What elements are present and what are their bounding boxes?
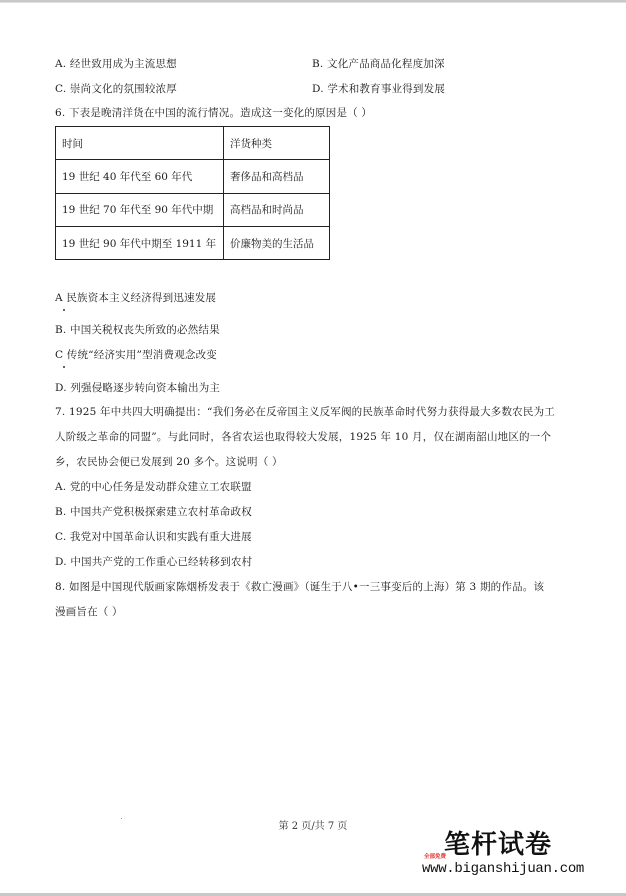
table-cell: 奢侈品和高档品 bbox=[224, 160, 330, 193]
table-cell: 19 世纪 90 年代中期至 1911 年 bbox=[56, 226, 224, 259]
q5-option-b: B. 文化产品商品化程度加深 bbox=[312, 58, 445, 70]
table-header-cell: 时间 bbox=[56, 127, 224, 160]
q7-stem-line-3: 乡，农民协会便已发展到 20 多个。这说明（ ） bbox=[55, 456, 283, 468]
q6-stem: 6. 下表是晚清洋货在中国的流行情况。造成这一变化的原因是（ ） bbox=[55, 107, 373, 119]
watermark-logo bbox=[420, 830, 585, 886]
q7-option-c: C. 我党对中国革命认识和实践有重大进展 bbox=[55, 531, 252, 543]
watermark-title: 笔杆试卷 bbox=[444, 830, 553, 860]
q6-foreign-goods-table bbox=[55, 126, 330, 260]
q6-option-d: D. 列强侵略逐步转向资本输出为主 bbox=[55, 382, 221, 394]
table-cell: 19 世纪 40 年代至 60 年代 bbox=[56, 160, 224, 193]
page-indicator: 第 2 页/共 7 页 bbox=[278, 821, 348, 832]
table-row bbox=[56, 193, 330, 226]
q7-stem-line-2: 人阶级之革命的同盟”。与此同时，各省农运也取得较大发展，1925 年 10 月，仅在湖南韶山地区的一个 bbox=[55, 431, 552, 443]
q5-option-c: C. 崇尚文化的氛围较浓厚 bbox=[55, 83, 177, 95]
q6-option-c: C 传统“经济实用”型消费观念改变 bbox=[55, 349, 218, 361]
watermark-url: www.biganshijuan.com bbox=[422, 861, 585, 877]
table-cell: 高档品和时尚品 bbox=[224, 193, 330, 226]
q7-option-b: B. 中国共产党积极探索建立农村革命政权 bbox=[55, 506, 252, 518]
watermark-free-label: 全部免费 bbox=[424, 854, 447, 860]
q7-option-a: A. 党的中心任务是发动群众建立工农联盟 bbox=[55, 481, 252, 493]
table-header-cell: 洋货种类 bbox=[224, 127, 330, 160]
q8-stem-line-2: 漫画旨在（ ） bbox=[55, 606, 123, 618]
q7-option-d: D. 中国共产党的工作重心已经转移到农村 bbox=[55, 556, 253, 568]
table-cell: 价廉物美的生活品 bbox=[224, 226, 330, 259]
page-top-border bbox=[0, 0, 626, 3]
q5-option-a: A. 经世致用成为主流思想 bbox=[55, 58, 177, 70]
dot-mark bbox=[63, 366, 65, 368]
table-header-row bbox=[56, 127, 330, 160]
table-cell: 19 世纪 70 年代至 90 年代中期 bbox=[56, 193, 224, 226]
table-row bbox=[56, 226, 330, 259]
q7-stem-line-1: 7. 1925 年中共四大明确提出：“我们务必在反帝国主义反军阀的民族革命时代努力获得最大多数农民为工 bbox=[55, 406, 555, 418]
dot-mark bbox=[63, 309, 65, 311]
table-row bbox=[56, 160, 330, 193]
q5-option-d: D. 学术和教育事业得到发展 bbox=[312, 83, 446, 95]
q6-option-b: B. 中国关税权丧失所致的必然结果 bbox=[55, 324, 220, 336]
q6-option-a: A 民族资本主义经济得到迅速发展 bbox=[55, 292, 217, 304]
q8-stem-line-1: 8. 如图是中国现代版画家陈烟桥发表于《救亡漫画》（诞生于八•一三事变后的上海）第 3 期的作品。该 bbox=[55, 581, 545, 593]
